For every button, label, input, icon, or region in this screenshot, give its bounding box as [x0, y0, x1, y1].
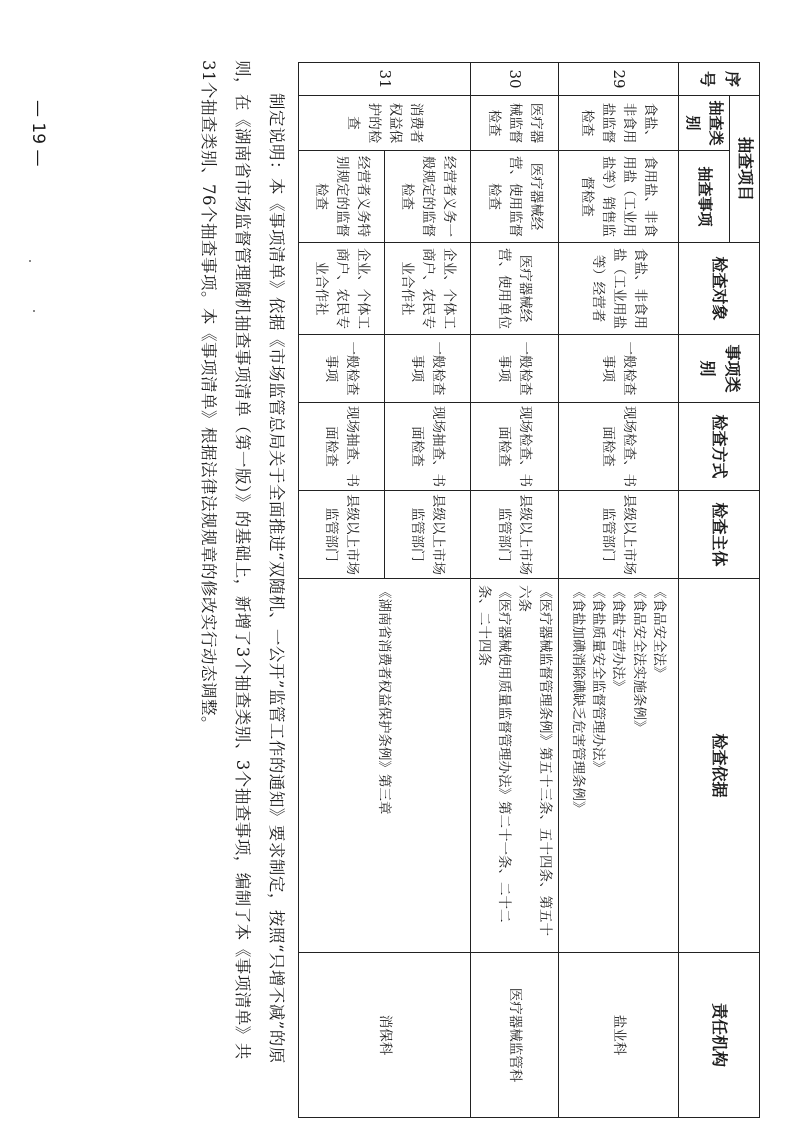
row-basis: [558, 579, 678, 953]
row-target: 医疗器械经营、使用单位: [470, 243, 558, 335]
row-agency: 消保科: [298, 953, 470, 1118]
row-category: 食盐、非食用盐监督检查: [558, 96, 678, 151]
row-matter: 经营者义务一般规定的监督检查: [384, 151, 470, 243]
header-category: 抽查类别: [678, 96, 730, 151]
inspection-table-wrapper: [312, 62, 760, 1117]
row-subject: 县级以上市场监管部门: [384, 491, 470, 579]
drafting-notes: 制定说明：本《事项清单》依据《市场监管总局关于全面推进“双随机、一公开”监管工作的通知》要求制定，按照“只增不减”的原则，在《湖南省市场监督管理随机抽查事项清单（第一版）》的基础上，新增了3个抽查类别、3个抽查事项，编制了本《事项清单》共31个抽查类别、76个抽查事项。本《事项清单》根据法律法规规章的修改实行动态调整。: [199, 60, 286, 1064]
row-target: 企业、个体工商户、农民专业合作社: [298, 243, 384, 335]
page-number: — 19 —: [28, 100, 48, 167]
header-type: 事项类别: [678, 335, 759, 403]
header-serial: 序号: [678, 63, 759, 96]
row-method: 现场抽查、书面检查: [298, 403, 384, 491]
row-matter: 食用盐、非食用盐（工业用盐等）销售监督检查: [558, 151, 678, 243]
row-basis: [470, 579, 558, 953]
row-subject: 县级以上市场监管部门: [558, 491, 678, 579]
row-method: 现场检查、书面检查: [558, 403, 678, 491]
row-serial: 30: [470, 63, 558, 96]
scan-speck: [33, 310, 35, 312]
header-subject: 检查主体: [678, 491, 759, 579]
basis-line: 《食品安全法》: [650, 585, 667, 680]
basis-line: 《湖南省消费者权益保护条例》第三章: [376, 585, 393, 815]
basis-line: 《食盐质量安全监督管理办法》: [590, 585, 607, 775]
scan-speck: [29, 260, 31, 262]
row-type: 一般检查事项: [298, 335, 384, 403]
table-row: [558, 63, 678, 1118]
row-method: 现场抽查、书面检查: [384, 403, 470, 491]
table-row: [470, 63, 558, 1118]
row-subject: 县级以上市场监管部门: [470, 491, 558, 579]
header-agency: 责任机构: [678, 953, 759, 1118]
header-method: 检查方式: [678, 403, 759, 491]
row-target: 食盐、非食用盐（工业用盐等）经营者: [558, 243, 678, 335]
row-agency: 盐业科: [558, 953, 678, 1118]
row-agency: 医疗器械监管科: [470, 953, 558, 1118]
row-matter: 医疗器械经营、使用监督检查: [470, 151, 558, 243]
inspection-table: [298, 62, 760, 1118]
row-type: 一般检查事项: [384, 335, 470, 403]
basis-line: 《食品安全法实施条例》: [630, 585, 647, 734]
row-matter: 经营者义务特别规定的监督检查: [298, 151, 384, 243]
row-serial: 29: [558, 63, 678, 96]
header-item-group: 抽查项目: [730, 96, 760, 243]
row-type: 一般检查事项: [558, 335, 678, 403]
header-basis: 检查依据: [678, 579, 759, 953]
basis-line: 《食盐专营办法》: [610, 585, 627, 694]
basis-line: 《医疗器械使用质量监督管理办法》第二十一条、二十二条、二十四条: [475, 585, 513, 923]
row-category: 医疗器械监督检查: [470, 96, 558, 151]
row-serial: 31: [298, 63, 470, 96]
header-row-1: [730, 63, 760, 1118]
row-method: 现场检查、书面检查: [470, 403, 558, 491]
basis-line: 《医疗器械监督管理条例》第五十三条、五十四条、第五十六条: [516, 585, 553, 937]
row-type: 一般检查事项: [470, 335, 558, 403]
table-row: [384, 63, 470, 1118]
header-matter: 抽查事项: [678, 151, 730, 243]
row-category: 消费者权益保护的检查: [298, 96, 470, 151]
row-basis: [298, 579, 470, 953]
basis-line: 《食盐加碘消除碘缺乏危害管理条例》: [569, 585, 586, 815]
row-target: 企业、个体工商户、农民专业合作社: [384, 243, 470, 335]
row-subject: 县级以上市场监管部门: [298, 491, 384, 579]
header-target: 检查对象: [678, 243, 759, 335]
